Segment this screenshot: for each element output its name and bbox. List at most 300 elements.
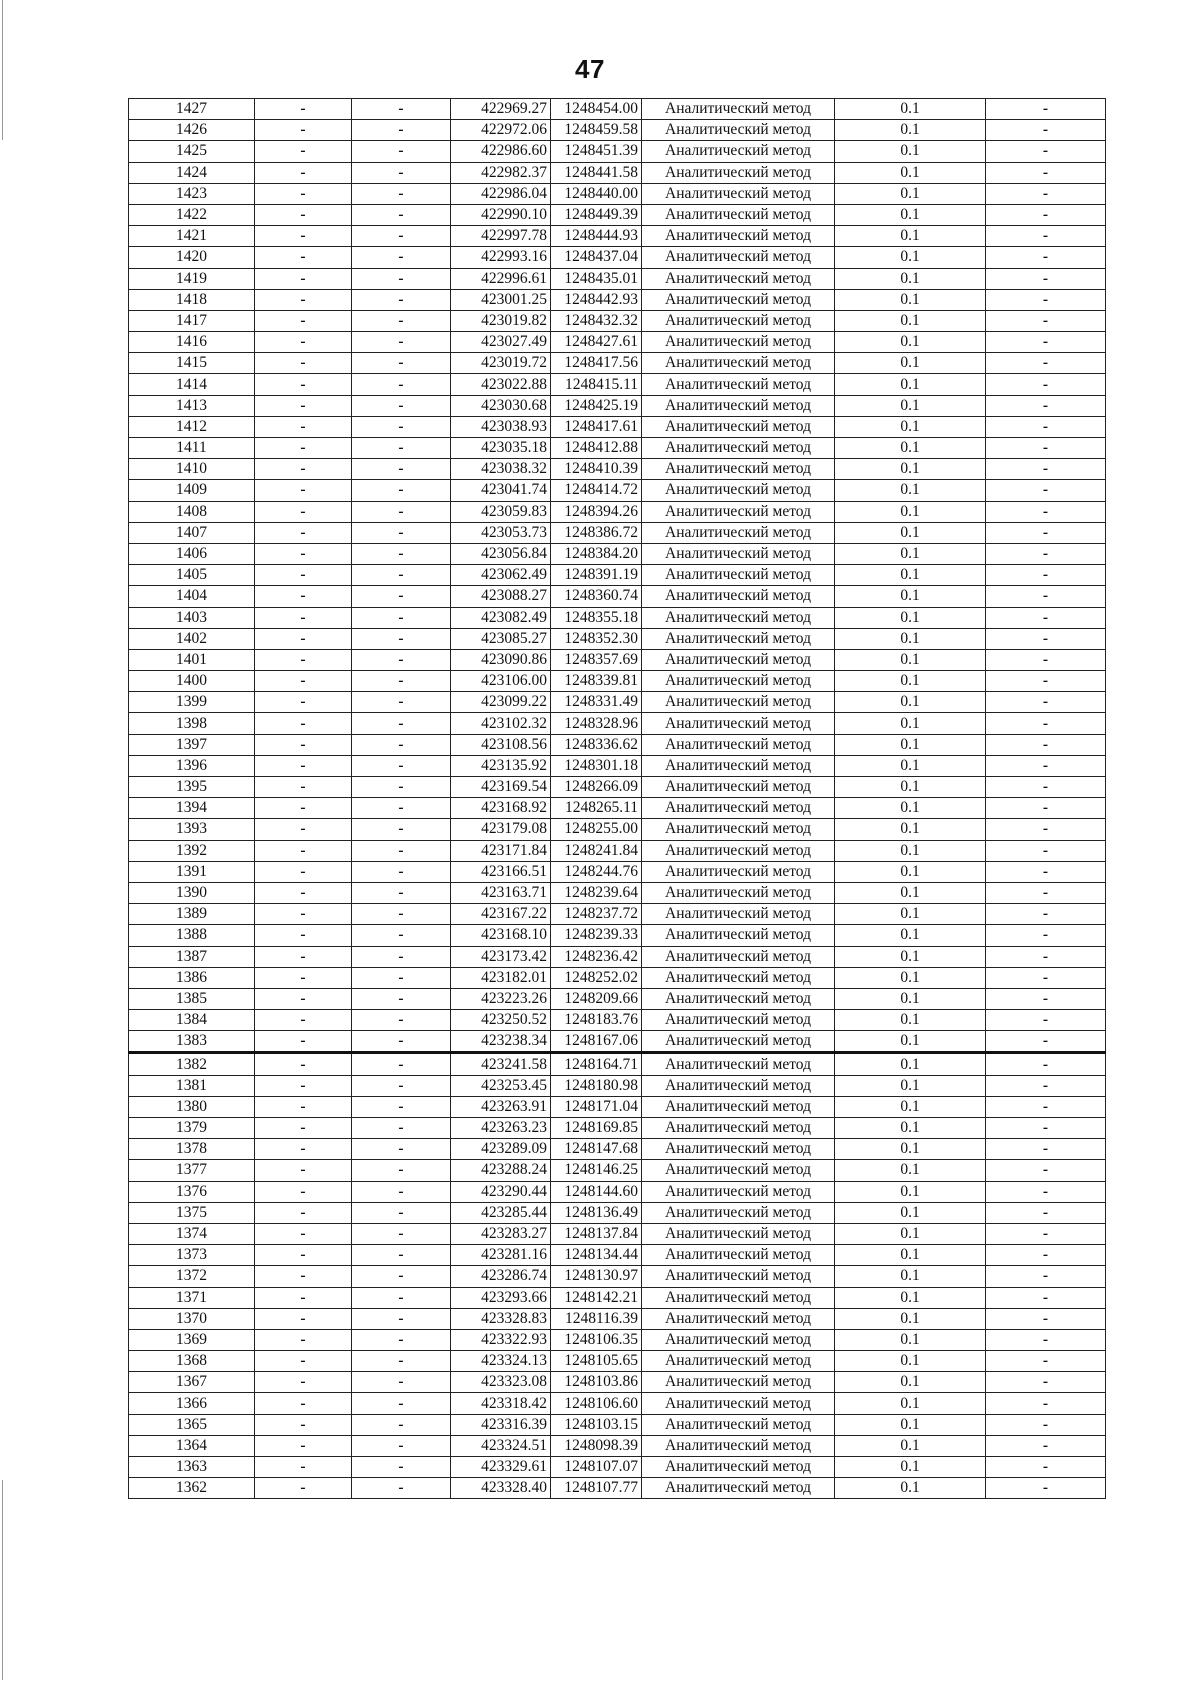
cell-method: Аналитический метод [642,416,835,437]
cell-method: Аналитический метод [642,967,835,988]
cell-dash-col-3: - [986,904,1106,925]
cell-accuracy: 0.1 [835,840,986,861]
cell-dash-col-3: - [986,586,1106,607]
table-row [129,1393,1106,1414]
cell-accuracy: 0.1 [835,565,986,586]
cell-dash-col-3: - [986,1393,1106,1414]
cell-coordinate-y: 1248098.39 [551,1435,642,1456]
cell-coordinate-x: 423108.56 [451,734,551,755]
cell-dash-col-2: - [352,882,451,903]
cell-point-number: 1364 [129,1435,255,1456]
cell-method: Аналитический метод [642,1202,835,1223]
cell-dash-col-2: - [352,1118,451,1139]
cell-dash-col-2: - [352,692,451,713]
cell-coordinate-y: 1248432.32 [551,310,642,331]
cell-dash-col-2: - [352,1053,451,1075]
cell-dash-col-2: - [352,522,451,543]
cell-dash-col-3: - [986,247,1106,268]
table-row [129,1075,1106,1096]
cell-coordinate-x: 423324.51 [451,1435,551,1456]
cell-method: Аналитический метод [642,988,835,1009]
cell-coordinate-y: 1248328.96 [551,713,642,734]
cell-dash-col-3: - [986,1308,1106,1329]
cell-point-number: 1394 [129,798,255,819]
cell-coordinate-x: 423168.10 [451,925,551,946]
cell-coordinate-y: 1248266.09 [551,777,642,798]
cell-coordinate-y: 1248146.25 [551,1160,642,1181]
cell-method: Аналитический метод [642,395,835,416]
cell-coordinate-x: 423328.40 [451,1478,551,1499]
cell-coordinate-x: 423293.66 [451,1287,551,1308]
cell-coordinate-x: 423173.42 [451,946,551,967]
cell-coordinate-x: 423102.32 [451,713,551,734]
cell-coordinate-x: 423163.71 [451,882,551,903]
cell-coordinate-y: 1248454.00 [551,99,642,120]
cell-dash-col-3: - [986,120,1106,141]
table-body [129,99,1106,1499]
cell-method: Аналитический метод [642,99,835,120]
cell-accuracy: 0.1 [835,1435,986,1456]
table-row [129,967,1106,988]
cell-coordinate-x: 423062.49 [451,565,551,586]
cell-dash-col-2: - [352,1245,451,1266]
cell-accuracy: 0.1 [835,247,986,268]
cell-dash-col-2: - [352,1202,451,1223]
cell-coordinate-x: 422997.78 [451,226,551,247]
cell-accuracy: 0.1 [835,1372,986,1393]
cell-coordinate-x: 423038.93 [451,416,551,437]
cell-accuracy: 0.1 [835,671,986,692]
cell-coordinate-x: 422982.37 [451,162,551,183]
cell-coordinate-x: 423179.08 [451,819,551,840]
cell-dash-col-3: - [986,840,1106,861]
cell-coordinate-x: 423223.26 [451,988,551,1009]
cell-coordinate-x: 423328.83 [451,1308,551,1329]
cell-dash-col-1: - [255,1075,352,1096]
cell-coordinate-x: 423253.45 [451,1075,551,1096]
cell-accuracy: 0.1 [835,649,986,670]
table-row [129,840,1106,861]
cell-method: Аналитический метод [642,713,835,734]
table-row [129,332,1106,353]
cell-point-number: 1400 [129,671,255,692]
cell-dash-col-2: - [352,1287,451,1308]
cell-coordinate-x: 423281.16 [451,1245,551,1266]
table-row [129,586,1106,607]
table-row [129,416,1106,437]
table-row [129,755,1106,776]
cell-method: Аналитический метод [642,946,835,967]
cell-method: Аналитический метод [642,1139,835,1160]
cell-method: Аналитический метод [642,183,835,204]
cell-coordinate-x: 423288.24 [451,1160,551,1181]
cell-dash-col-1: - [255,480,352,501]
cell-coordinate-y: 1248167.06 [551,1031,642,1053]
cell-dash-col-1: - [255,798,352,819]
cell-point-number: 1387 [129,946,255,967]
cell-coordinate-x: 423263.23 [451,1118,551,1139]
cell-dash-col-1: - [255,1414,352,1435]
cell-dash-col-1: - [255,1160,352,1181]
cell-coordinate-y: 1248265.11 [551,798,642,819]
table-row [129,1118,1106,1139]
cell-dash-col-3: - [986,480,1106,501]
cell-dash-col-1: - [255,692,352,713]
table-row [129,861,1106,882]
cell-method: Аналитический метод [642,1414,835,1435]
table-row [129,183,1106,204]
cell-coordinate-y: 1248105.65 [551,1351,642,1372]
cell-method: Аналитический метод [642,1118,835,1139]
cell-coordinate-y: 1248255.00 [551,819,642,840]
cell-coordinate-x: 423135.92 [451,755,551,776]
cell-dash-col-3: - [986,543,1106,564]
cell-coordinate-x: 423082.49 [451,607,551,628]
table-row [129,713,1106,734]
cell-dash-col-2: - [352,247,451,268]
cell-coordinate-x: 423322.93 [451,1329,551,1350]
table-row [129,777,1106,798]
cell-point-number: 1378 [129,1139,255,1160]
cell-dash-col-2: - [352,459,451,480]
cell-dash-col-1: - [255,925,352,946]
table-row [129,353,1106,374]
cell-point-number: 1420 [129,247,255,268]
cell-method: Аналитический метод [642,332,835,353]
cell-coordinate-y: 1248410.39 [551,459,642,480]
cell-coordinate-x: 423035.18 [451,438,551,459]
scan-edge-line [2,1480,3,1680]
cell-coordinate-y: 1248360.74 [551,586,642,607]
table-row [129,162,1106,183]
cell-coordinate-x: 423241.58 [451,1053,551,1075]
cell-accuracy: 0.1 [835,1414,986,1435]
cell-method: Аналитический метод [642,882,835,903]
cell-coordinate-x: 423167.22 [451,904,551,925]
cell-point-number: 1385 [129,988,255,1009]
cell-point-number: 1370 [129,1308,255,1329]
cell-dash-col-3: - [986,459,1106,480]
cell-dash-col-2: - [352,162,451,183]
cell-dash-col-1: - [255,353,352,374]
cell-coordinate-y: 1248209.66 [551,988,642,1009]
cell-coordinate-x: 423019.82 [451,310,551,331]
cell-coordinate-y: 1248147.68 [551,1139,642,1160]
cell-accuracy: 0.1 [835,120,986,141]
cell-dash-col-3: - [986,226,1106,247]
cell-dash-col-1: - [255,268,352,289]
table-row [129,438,1106,459]
cell-coordinate-x: 423056.84 [451,543,551,564]
cell-dash-col-1: - [255,1010,352,1031]
cell-dash-col-1: - [255,141,352,162]
cell-method: Аналитический метод [642,162,835,183]
cell-coordinate-y: 1248107.77 [551,1478,642,1499]
cell-dash-col-1: - [255,1223,352,1244]
cell-dash-col-3: - [986,1372,1106,1393]
cell-dash-col-2: - [352,1075,451,1096]
cell-coordinate-y: 1248435.01 [551,268,642,289]
cell-coordinate-y: 1248144.60 [551,1181,642,1202]
cell-dash-col-3: - [986,416,1106,437]
cell-coordinate-y: 1248444.93 [551,226,642,247]
cell-coordinate-x: 423053.73 [451,522,551,543]
cell-method: Аналитический метод [642,120,835,141]
cell-point-number: 1401 [129,649,255,670]
cell-point-number: 1390 [129,882,255,903]
cell-dash-col-3: - [986,1329,1106,1350]
cell-coordinate-x: 423263.91 [451,1096,551,1117]
cell-method: Аналитический метод [642,1435,835,1456]
cell-method: Аналитический метод [642,141,835,162]
cell-accuracy: 0.1 [835,861,986,882]
table-row [129,819,1106,840]
cell-method: Аналитический метод [642,1160,835,1181]
cell-coordinate-y: 1248180.98 [551,1075,642,1096]
cell-dash-col-1: - [255,755,352,776]
cell-dash-col-2: - [352,204,451,225]
cell-method: Аналитический метод [642,1351,835,1372]
cell-point-number: 1381 [129,1075,255,1096]
cell-method: Аналитический метод [642,1223,835,1244]
cell-dash-col-1: - [255,183,352,204]
cell-dash-col-1: - [255,1329,352,1350]
cell-method: Аналитический метод [642,1393,835,1414]
cell-accuracy: 0.1 [835,543,986,564]
cell-method: Аналитический метод [642,1096,835,1117]
cell-accuracy: 0.1 [835,416,986,437]
cell-dash-col-3: - [986,204,1106,225]
cell-point-number: 1425 [129,141,255,162]
table-row [129,1139,1106,1160]
cell-dash-col-1: - [255,374,352,395]
table-row [129,374,1106,395]
table-row [129,1478,1106,1499]
cell-dash-col-1: - [255,988,352,1009]
cell-dash-col-1: - [255,1245,352,1266]
cell-dash-col-2: - [352,480,451,501]
table-row [129,628,1106,649]
cell-method: Аналитический метод [642,692,835,713]
cell-accuracy: 0.1 [835,395,986,416]
table-row [129,1202,1106,1223]
cell-method: Аналитический метод [642,1053,835,1075]
cell-dash-col-3: - [986,268,1106,289]
cell-dash-col-2: - [352,904,451,925]
cell-accuracy: 0.1 [835,1308,986,1329]
cell-dash-col-3: - [986,1010,1106,1031]
table-row [129,459,1106,480]
cell-point-number: 1383 [129,1031,255,1053]
cell-dash-col-2: - [352,967,451,988]
cell-dash-col-3: - [986,692,1106,713]
cell-dash-col-3: - [986,777,1106,798]
cell-coordinate-x: 423182.01 [451,967,551,988]
cell-dash-col-3: - [986,1053,1106,1075]
cell-dash-col-1: - [255,840,352,861]
cell-point-number: 1374 [129,1223,255,1244]
cell-dash-col-3: - [986,183,1106,204]
cell-point-number: 1376 [129,1181,255,1202]
cell-method: Аналитический метод [642,628,835,649]
cell-dash-col-1: - [255,586,352,607]
cell-coordinate-y: 1248136.49 [551,1202,642,1223]
cell-method: Аналитический метод [642,607,835,628]
cell-coordinate-x: 423088.27 [451,586,551,607]
table-row [129,1414,1106,1435]
cell-point-number: 1379 [129,1118,255,1139]
page-number: 47 [575,54,605,84]
cell-accuracy: 0.1 [835,522,986,543]
cell-coordinate-y: 1248116.39 [551,1308,642,1329]
table-row [129,543,1106,564]
cell-coordinate-x: 423019.72 [451,353,551,374]
cell-dash-col-3: - [986,967,1106,988]
table-row [129,1096,1106,1117]
table-row [129,141,1106,162]
cell-dash-col-1: - [255,289,352,310]
table-row [129,1287,1106,1308]
cell-coordinate-x: 423250.52 [451,1010,551,1031]
cell-point-number: 1368 [129,1351,255,1372]
cell-dash-col-3: - [986,99,1106,120]
cell-method: Аналитический метод [642,353,835,374]
cell-point-number: 1404 [129,586,255,607]
cell-dash-col-3: - [986,289,1106,310]
cell-point-number: 1388 [129,925,255,946]
cell-dash-col-2: - [352,1181,451,1202]
cell-coordinate-y: 1248103.15 [551,1414,642,1435]
table-row [129,649,1106,670]
cell-dash-col-2: - [352,925,451,946]
cell-method: Аналитический метод [642,480,835,501]
cell-accuracy: 0.1 [835,162,986,183]
cell-dash-col-3: - [986,1414,1106,1435]
cell-point-number: 1392 [129,840,255,861]
cell-method: Аналитический метод [642,247,835,268]
table-row [129,988,1106,1009]
table-row [129,882,1106,903]
cell-accuracy: 0.1 [835,1329,986,1350]
cell-dash-col-2: - [352,1329,451,1350]
cell-coordinate-x: 423099.22 [451,692,551,713]
cell-dash-col-3: - [986,1118,1106,1139]
cell-coordinate-x: 423090.86 [451,649,551,670]
cell-dash-col-3: - [986,374,1106,395]
cell-dash-col-2: - [352,501,451,522]
cell-dash-col-1: - [255,1351,352,1372]
cell-dash-col-1: - [255,332,352,353]
cell-dash-col-1: - [255,438,352,459]
cell-accuracy: 0.1 [835,819,986,840]
cell-accuracy: 0.1 [835,226,986,247]
cell-dash-col-2: - [352,1223,451,1244]
table-row [129,1457,1106,1478]
cell-dash-col-1: - [255,1287,352,1308]
cell-point-number: 1399 [129,692,255,713]
cell-dash-col-2: - [352,1031,451,1053]
cell-accuracy: 0.1 [835,692,986,713]
cell-coordinate-x: 422969.27 [451,99,551,120]
cell-coordinate-y: 1248171.04 [551,1096,642,1117]
cell-dash-col-2: - [352,755,451,776]
cell-dash-col-2: - [352,1266,451,1287]
cell-dash-col-1: - [255,120,352,141]
cell-dash-col-2: - [352,565,451,586]
table-row [129,946,1106,967]
cell-method: Аналитический метод [642,1329,835,1350]
table-row [129,692,1106,713]
cell-point-number: 1391 [129,861,255,882]
cell-accuracy: 0.1 [835,1075,986,1096]
table-row [129,99,1106,120]
cell-dash-col-1: - [255,1096,352,1117]
cell-dash-col-2: - [352,1139,451,1160]
cell-dash-col-3: - [986,861,1106,882]
cell-accuracy: 0.1 [835,967,986,988]
cell-dash-col-1: - [255,649,352,670]
cell-dash-col-2: - [352,268,451,289]
table-row [129,1031,1106,1053]
cell-point-number: 1427 [129,99,255,120]
cell-dash-col-3: - [986,713,1106,734]
cell-dash-col-1: - [255,226,352,247]
cell-coordinate-y: 1248425.19 [551,395,642,416]
cell-dash-col-2: - [352,671,451,692]
cell-dash-col-3: - [986,1457,1106,1478]
cell-accuracy: 0.1 [835,734,986,755]
cell-dash-col-1: - [255,607,352,628]
cell-point-number: 1413 [129,395,255,416]
cell-dash-col-1: - [255,819,352,840]
cell-dash-col-3: - [986,671,1106,692]
cell-method: Аналитический метод [642,1457,835,1478]
table-row [129,268,1106,289]
cell-dash-col-1: - [255,882,352,903]
cell-method: Аналитический метод [642,1245,835,1266]
cell-dash-col-3: - [986,1202,1106,1223]
cell-method: Аналитический метод [642,268,835,289]
cell-coordinate-y: 1248130.97 [551,1266,642,1287]
cell-dash-col-3: - [986,1223,1106,1244]
cell-dash-col-2: - [352,777,451,798]
cell-dash-col-1: - [255,1266,352,1287]
cell-coordinate-y: 1248442.93 [551,289,642,310]
cell-dash-col-3: - [986,1181,1106,1202]
cell-dash-col-2: - [352,1414,451,1435]
cell-point-number: 1403 [129,607,255,628]
cell-point-number: 1369 [129,1329,255,1350]
cell-dash-col-1: - [255,1139,352,1160]
table-row [129,1308,1106,1329]
cell-method: Аналитический метод [642,861,835,882]
cell-dash-col-3: - [986,522,1106,543]
cell-method: Аналитический метод [642,649,835,670]
cell-accuracy: 0.1 [835,438,986,459]
cell-dash-col-3: - [986,1075,1106,1096]
cell-coordinate-x: 423166.51 [451,861,551,882]
cell-accuracy: 0.1 [835,777,986,798]
table-row [129,1245,1106,1266]
cell-point-number: 1367 [129,1372,255,1393]
cell-method: Аналитический метод [642,204,835,225]
cell-dash-col-1: - [255,543,352,564]
cell-accuracy: 0.1 [835,289,986,310]
cell-coordinate-x: 423286.74 [451,1266,551,1287]
cell-method: Аналитический метод [642,1478,835,1499]
cell-coordinate-y: 1248241.84 [551,840,642,861]
cell-point-number: 1393 [129,819,255,840]
